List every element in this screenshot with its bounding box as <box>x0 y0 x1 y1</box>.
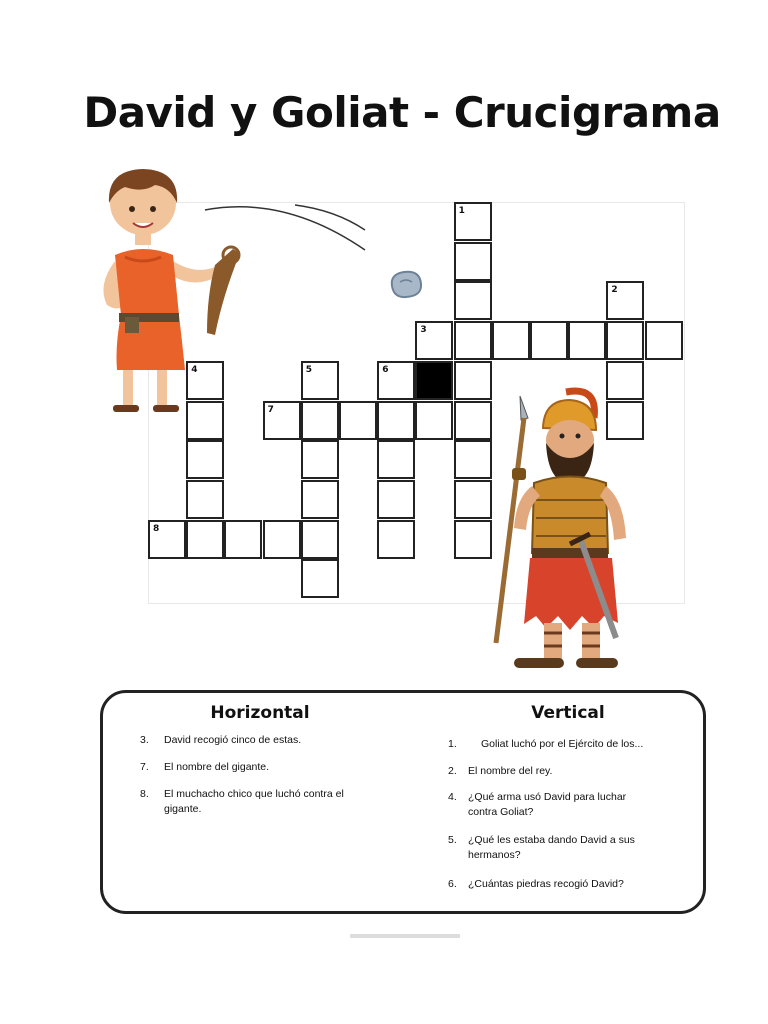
page-title: David y Goliat - Crucigrama <box>83 88 721 137</box>
crossword-cell[interactable] <box>454 440 492 479</box>
crossword-cell[interactable] <box>263 520 301 559</box>
crossword-cell[interactable] <box>454 202 492 241</box>
crossword-cell[interactable] <box>186 480 224 519</box>
horizontal-heading: Horizontal <box>210 703 310 723</box>
crossword-cell[interactable] <box>454 520 492 559</box>
crossword-cell[interactable] <box>224 520 262 559</box>
clue-number: 4 <box>191 364 198 375</box>
clue-number: 2 <box>611 285 618 296</box>
crossword-cell[interactable] <box>645 321 683 360</box>
crossword-cell[interactable] <box>301 520 339 559</box>
crossword-cell[interactable] <box>148 520 186 559</box>
clue-item: 4. ¿Qué arma usó David para luchar contra Goliat? <box>448 791 627 818</box>
vertical-heading: Vertical <box>531 703 605 723</box>
clue-number: 6 <box>382 364 389 375</box>
crossword-cell[interactable] <box>454 281 492 320</box>
clue-number: 7 <box>267 404 274 415</box>
crossword-cell[interactable] <box>377 361 415 400</box>
crossword-cell[interactable] <box>377 401 415 440</box>
goliath-illustration <box>488 388 638 688</box>
clue-number: 1 <box>458 206 465 216</box>
crossword-cell[interactable] <box>339 401 377 440</box>
crossword-cell[interactable] <box>454 242 492 281</box>
crossword-cell[interactable] <box>606 321 644 360</box>
crossword-cell[interactable] <box>186 440 224 479</box>
crossword-cell[interactable] <box>530 321 568 360</box>
crossword-cell[interactable] <box>263 401 301 440</box>
crossword-cell[interactable] <box>301 401 339 440</box>
clue-item: 8. El muchacho chico que luchó contra el gigante. <box>140 788 344 815</box>
crossword-cell[interactable] <box>454 361 492 400</box>
stone-icon <box>388 268 424 300</box>
crossword-cell[interactable] <box>454 321 492 360</box>
crossword-cell[interactable] <box>301 361 339 400</box>
crossword-cell[interactable] <box>377 480 415 519</box>
crossword-cell[interactable] <box>415 321 453 360</box>
crossword-cell[interactable] <box>377 440 415 479</box>
crossword-cell[interactable] <box>415 401 453 440</box>
crossword-cell[interactable] <box>606 281 644 320</box>
crossword-cell[interactable] <box>186 520 224 559</box>
david-illustration <box>95 165 255 420</box>
horizontal-column <box>115 703 405 723</box>
clue-number: 5 <box>305 364 313 375</box>
clue-number: 8 <box>153 523 160 534</box>
clue-number: 3 <box>420 325 427 336</box>
crossword-cell[interactable] <box>301 480 339 519</box>
crossword-cell[interactable] <box>568 321 606 360</box>
crossword-block <box>415 361 453 400</box>
clue-item: 5. ¿Qué les estaba dando David a sus hermanos? <box>448 834 635 861</box>
crossword-cell[interactable] <box>454 401 492 440</box>
crossword-cell[interactable] <box>454 480 492 519</box>
vertical-column <box>433 703 703 723</box>
footer-divider <box>350 934 460 938</box>
crossword-cell[interactable] <box>377 520 415 559</box>
crossword-cell[interactable] <box>492 321 530 360</box>
crossword-cell[interactable] <box>301 559 339 598</box>
crossword-cell[interactable] <box>301 440 339 479</box>
clues-panel: Horizontal Vertical 3. David recogió cinco de estas. 7. El nombre del gigante. 8. El muchacho chico que luchó contra el gigante. 1. Goliat luchó por el Ejército de los... 2. El nombre del rey. 4. ¿Qué arma usó David para luchar contra Goliat? 5. ¿Qué les estaba dando David a sus hermanos? 6. ¿Cuántas piedras recogió David? <box>100 690 706 914</box>
